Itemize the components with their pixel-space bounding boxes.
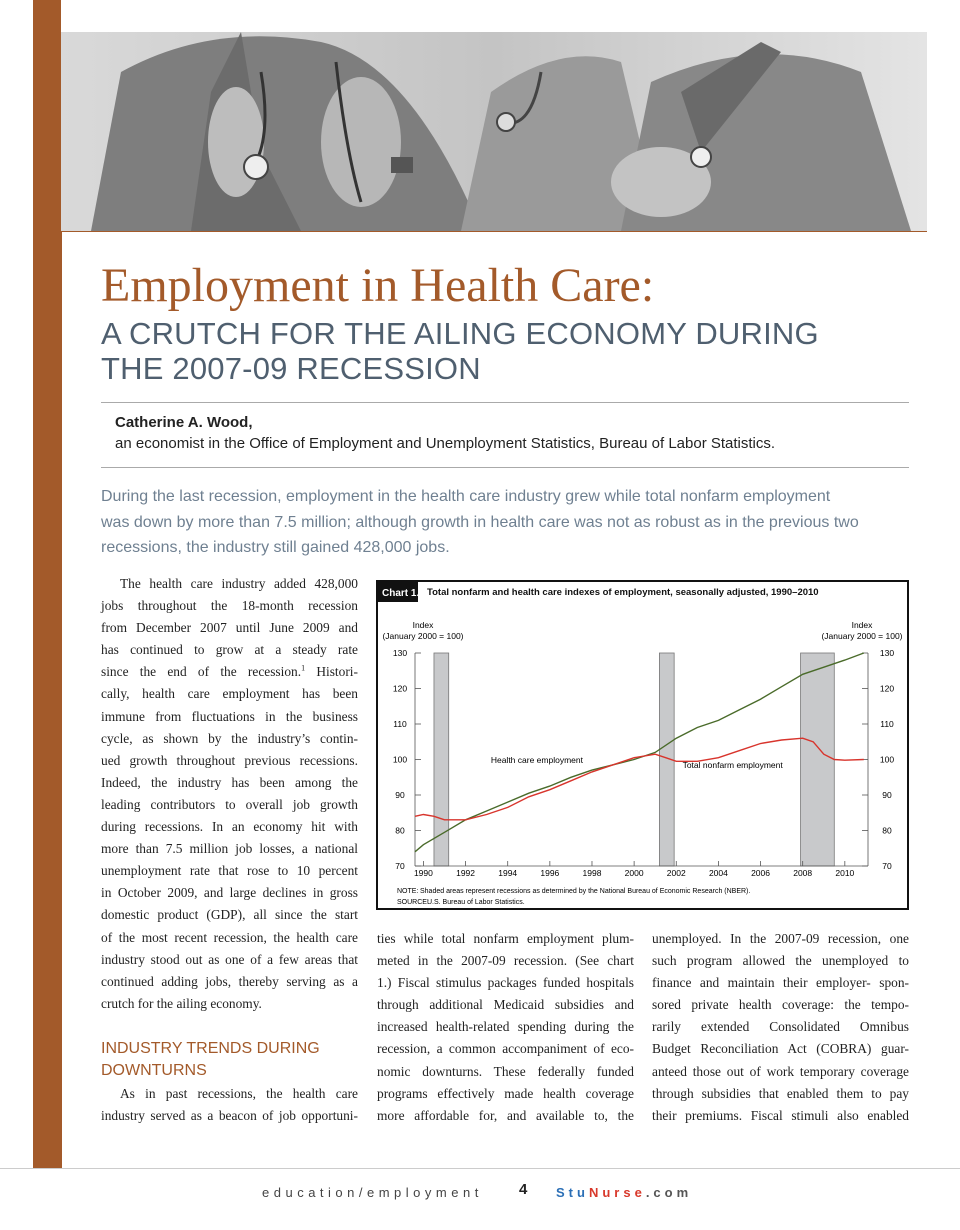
y-axis-label-left: Index <box>412 620 434 630</box>
body-line: The health care industry added 428,000 <box>120 576 358 591</box>
body-line: in October 2009, and large declines in gross <box>101 885 358 901</box>
photo-bottom-rule <box>33 231 927 232</box>
body-line: unemployed. In the 2007-09 recession, one <box>652 931 909 946</box>
chart-source-label: SOURCE: <box>397 899 429 906</box>
chart-label: Chart 1. <box>382 588 420 599</box>
y-tick-label-left: 110 <box>393 719 407 729</box>
chart-source: U.S. Bureau of Labor Statistics. <box>427 899 525 906</box>
body-line: nomic downturns. These federally funded <box>377 1063 634 1079</box>
author-name: Catherine A. Wood, <box>115 414 253 431</box>
x-tick-label: 2006 <box>751 868 771 878</box>
body-line: Indeed, the industry has been among the <box>101 774 358 790</box>
body-column-1 <box>101 573 358 1015</box>
site-name-part: Nurse <box>588 1185 646 1200</box>
article-title: Employment in Health Care: <box>101 259 655 312</box>
body-line: 1.) Fiscal stimulus packages funded hospitals <box>377 975 634 991</box>
x-tick-label: 2002 <box>666 868 686 878</box>
body-line <box>101 661 358 683</box>
y-tick-label-left: 80 <box>395 825 405 836</box>
x-tick-label: 2010 <box>835 868 855 878</box>
page-number: 4 <box>519 1181 528 1198</box>
author-description: an economist in the Office of Employment and Unemployment Statistics, Bureau of Labor Statistics. <box>115 435 776 452</box>
body-line-text: Histori- <box>305 664 358 680</box>
section-heading-line: DOWNTURNS <box>101 1062 207 1079</box>
y-tick-label-right: 100 <box>879 754 895 765</box>
body-line: more affordable for, and available to, the <box>377 1107 634 1123</box>
body-line: through subsidies that enabled them to pay <box>652 1085 909 1101</box>
y-tick-label-right: 110 <box>880 719 894 729</box>
nurses-photo-icon <box>61 32 927 231</box>
y-tick-label-left: 130 <box>392 648 408 658</box>
body-line: programs effectively made health coverage <box>377 1085 634 1101</box>
x-tick-label: 1990 <box>413 868 433 878</box>
y-axis-label-left: (January 2000 = 100) <box>382 631 464 641</box>
y-tick-label-left: 120 <box>392 683 408 694</box>
footer-rule <box>0 1168 960 1169</box>
lede-line: During the last recession, employment in the health care industry grew while total nonfarm employment <box>101 488 831 505</box>
body-line: cycle, as shown by the industry’s contin- <box>101 730 358 746</box>
body-line: industry served as a beacon of job opportuni- <box>101 1108 358 1124</box>
body-column-1b <box>101 1083 358 1127</box>
lede-paragraph <box>101 484 911 561</box>
body-line: industry stood out as one of a few areas that <box>101 951 358 967</box>
x-tick-label: 1998 <box>582 868 602 878</box>
x-tick-label: 1992 <box>456 868 476 878</box>
body-line: crutch for the ailing economy. <box>101 995 262 1011</box>
series-line-total-nonfarm <box>415 738 864 820</box>
divider <box>101 467 909 468</box>
y-tick-label-right: 120 <box>879 683 895 694</box>
body-line: finance and maintain their employer- spon- <box>652 975 909 991</box>
subtitle-line: A CRUTCH FOR THE AILING ECONOMY DURING <box>101 316 819 351</box>
body-line: rarily extended Consolidated Omnibus <box>652 1019 909 1035</box>
body-line: domestic product (GDP), all since the start <box>101 907 358 923</box>
footer-site-logo[interactable] <box>556 1185 692 1200</box>
body-line: leading contributors to overall job growth <box>101 796 358 812</box>
body-line: unemployment rate that rose to 10 percent <box>101 863 358 879</box>
y-tick-label-right: 80 <box>882 825 892 836</box>
x-tick-label: 1994 <box>498 868 518 878</box>
body-line: cally, health care employment has been <box>101 686 358 702</box>
accent-side-bar <box>33 0 61 1168</box>
chart-title: Total nonfarm and health care indexes of employment, seasonally adjusted, 1990–2010 <box>427 587 819 598</box>
site-name-part: Stu <box>556 1185 589 1200</box>
lede-line: recessions, the industry still gained 428,000 jobs. <box>101 539 450 556</box>
x-tick-label: 1996 <box>540 868 560 878</box>
series-line-health-care <box>415 653 864 852</box>
y-tick-label-left: 70 <box>395 861 405 871</box>
body-line: more than 7.5 million job losses, a national <box>101 841 358 857</box>
section-heading <box>101 1038 361 1082</box>
body-line: during recessions. In an economy hit with <box>101 819 358 835</box>
chart-canvas <box>378 582 907 908</box>
body-line: recession, a common accompaniment of eco- <box>377 1041 634 1057</box>
y-axis-label-right: Index <box>851 620 873 630</box>
body-line-text: since the end of the recession. <box>101 664 302 680</box>
body-line: continued adding jobs, thereby serving as a <box>101 973 358 989</box>
x-tick-label: 2004 <box>708 868 728 878</box>
article-subtitle <box>101 316 901 386</box>
body-line: immune from fluctuations in the business <box>101 708 358 724</box>
x-tick-label: 2008 <box>793 868 813 878</box>
body-line: increased health-related spending during the <box>377 1019 634 1035</box>
annotation-total-nonfarm: Total nonfarm employment <box>682 760 783 771</box>
subtitle-line: THE 2007-09 RECESSION <box>101 351 481 386</box>
chart-note-label: NOTE: <box>397 888 419 895</box>
recession-shade <box>801 653 835 866</box>
y-axis-label-right: (January 2000 = 100) <box>821 631 903 641</box>
body-line: As in past recessions, the health care <box>120 1086 358 1101</box>
section-heading-line: INDUSTRY TRENDS DURING <box>101 1040 320 1057</box>
body-line: has continued to grow at a steady rate <box>101 642 358 658</box>
body-column-2 <box>377 928 634 1127</box>
y-tick-label-left: 90 <box>395 790 405 800</box>
y-tick-label-right: 130 <box>879 648 895 658</box>
body-line: anteed those out of work temporary coverage <box>652 1063 909 1079</box>
body-column-3 <box>652 928 909 1127</box>
y-tick-label-right: 90 <box>882 790 892 800</box>
annotation-health-care: Health care employment <box>490 755 583 766</box>
chart-note: Shaded areas represent recessions as determined by the National Bureau of Economic Research (NBER). <box>420 888 751 895</box>
body-line: jobs throughout the 18-month recession <box>101 598 358 614</box>
body-line: such program allowed the unemployed to <box>652 953 909 969</box>
body-line: ties while total nonfarm employment plum- <box>377 931 634 946</box>
footer-section-label: education/employment <box>262 1185 483 1200</box>
y-tick-label-left: 100 <box>392 754 408 765</box>
body-line: of the most recent recession, the health care <box>101 929 358 945</box>
body-line: their premiums. Fiscal stimuli also enabled <box>652 1107 909 1123</box>
lede-line: was down by more than 7.5 million; although growth in health care was not as robust as in the previous two <box>101 513 859 531</box>
body-line: from December 2007 until June 2009 and <box>101 620 358 636</box>
y-tick-label-right: 70 <box>882 861 892 871</box>
site-name-part: .com <box>645 1185 693 1200</box>
body-line: meted in the 2007-09 recession. (See chart <box>377 953 634 969</box>
accent-rule-vertical <box>61 232 62 1168</box>
chart-1 <box>376 580 909 910</box>
x-tick-label: 2000 <box>624 868 644 878</box>
header-photo <box>61 32 927 231</box>
footnote-ref[interactable]: 1 <box>301 663 306 673</box>
divider <box>101 402 909 403</box>
body-line: through additional Medicaid subsidies and <box>377 997 634 1013</box>
body-line: ued growth throughout previous recessions. <box>101 752 358 768</box>
body-line: sored private health coverage: the tempo- <box>652 997 909 1013</box>
body-line: Budget Reconciliation Act (COBRA) guar- <box>652 1041 909 1057</box>
